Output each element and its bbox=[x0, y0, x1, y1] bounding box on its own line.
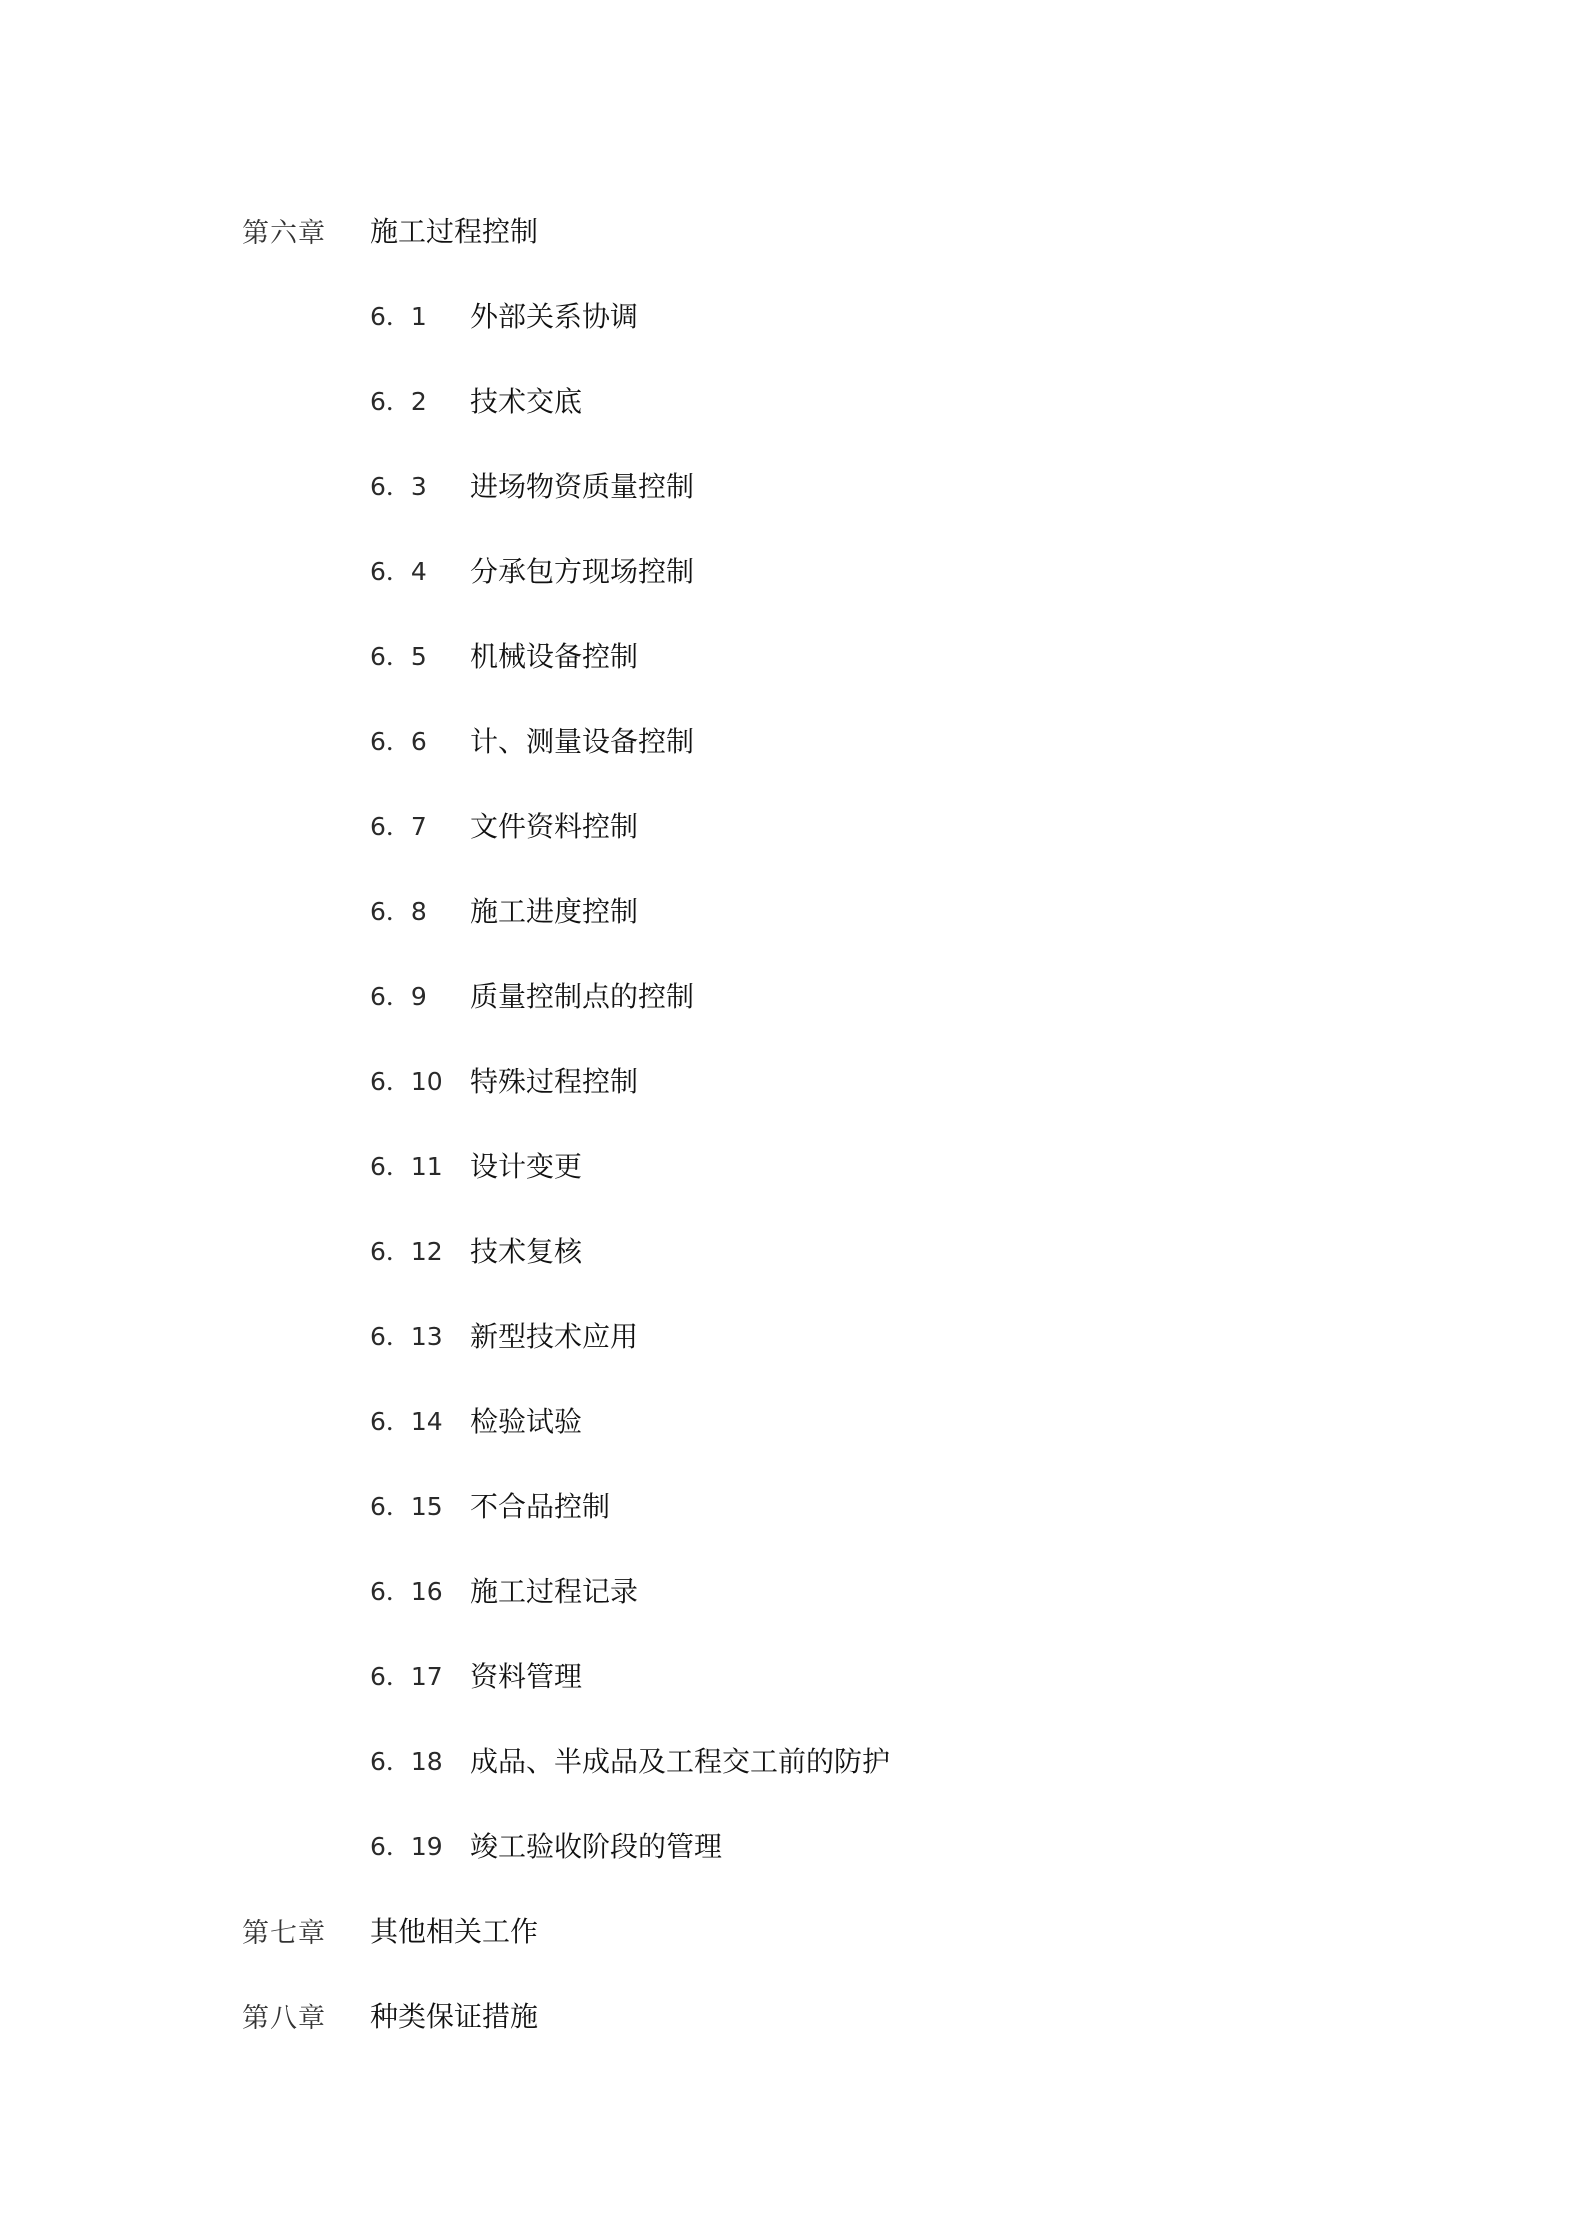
section-title: 分承包方现场控制 bbox=[470, 555, 695, 588]
chapter-title: 施工过程控制 bbox=[370, 215, 539, 248]
section-title: 设计变更 bbox=[470, 1150, 583, 1183]
section-title: 特殊过程控制 bbox=[470, 1065, 639, 1098]
section-number: 6．19 bbox=[370, 1832, 443, 1861]
section-title: 计、测量设备控制 bbox=[470, 725, 695, 758]
chapter-number: 第八章 bbox=[242, 2002, 326, 2034]
section-number: 6．10 bbox=[370, 1067, 443, 1096]
section-title: 质量控制点的控制 bbox=[470, 980, 695, 1013]
section-number: 6．14 bbox=[370, 1407, 443, 1436]
section-number: 6．1 bbox=[370, 302, 427, 331]
section-title: 外部关系协调 bbox=[470, 300, 639, 333]
section-number: 6．17 bbox=[370, 1662, 443, 1691]
section-title: 资料管理 bbox=[470, 1660, 583, 1693]
section-number: 6．3 bbox=[370, 472, 427, 501]
chapter-title: 种类保证措施 bbox=[370, 2000, 539, 2033]
section-number: 6．7 bbox=[370, 812, 427, 841]
section-title: 机械设备控制 bbox=[470, 640, 639, 673]
chapter-number: 第七章 bbox=[242, 1917, 326, 1949]
section-title: 文件资料控制 bbox=[470, 810, 639, 843]
section-title: 竣工验收阶段的管理 bbox=[470, 1830, 723, 1863]
section-title: 技术交底 bbox=[470, 385, 583, 418]
section-number: 6．12 bbox=[370, 1237, 443, 1266]
chapter-title: 其他相关工作 bbox=[370, 1915, 539, 1948]
section-number: 6．16 bbox=[370, 1577, 443, 1606]
section-number: 6．6 bbox=[370, 727, 427, 756]
section-number: 6．8 bbox=[370, 897, 427, 926]
section-title: 技术复核 bbox=[470, 1235, 583, 1268]
section-title: 成品、半成品及工程交工前的防护 bbox=[470, 1745, 891, 1778]
section-number: 6．11 bbox=[370, 1152, 443, 1181]
section-number: 6．5 bbox=[370, 642, 427, 671]
section-title: 检验试验 bbox=[470, 1405, 583, 1438]
section-title: 进场物资质量控制 bbox=[470, 470, 695, 503]
section-title: 不合品控制 bbox=[470, 1490, 611, 1523]
section-title: 施工过程记录 bbox=[470, 1575, 639, 1608]
section-number: 6．2 bbox=[370, 387, 427, 416]
section-number: 6．4 bbox=[370, 557, 427, 586]
section-number: 6．18 bbox=[370, 1747, 443, 1776]
section-title: 施工进度控制 bbox=[470, 895, 639, 928]
section-number: 6．13 bbox=[370, 1322, 443, 1351]
chapter-number: 第六章 bbox=[242, 217, 326, 249]
section-title: 新型技术应用 bbox=[470, 1320, 639, 1353]
section-number: 6．9 bbox=[370, 982, 427, 1011]
section-number: 6．15 bbox=[370, 1492, 443, 1521]
